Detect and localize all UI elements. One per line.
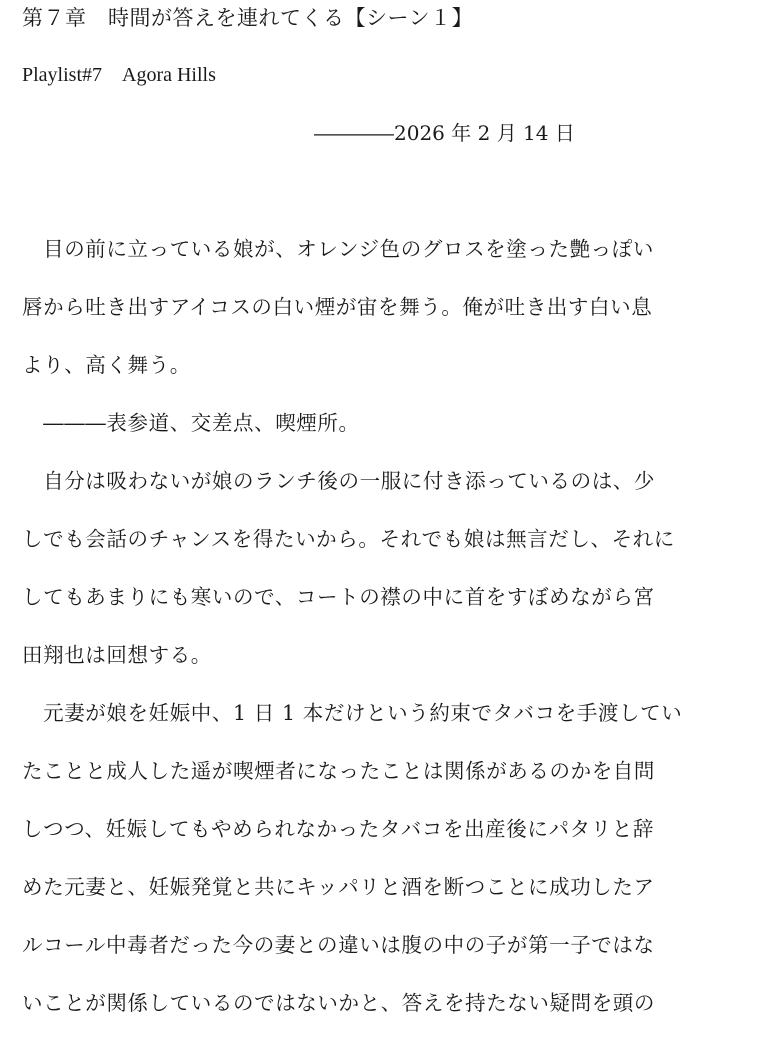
text-line: ―――表参道、交差点、喫煙所。 [22,411,360,435]
text-line: たことと成人した遥が喫煙者になったことは関係があるのかを自問 [22,759,655,783]
text-line: 目の前に立っている娘が、オレンジ色のグロスを塗った艶っぽい [22,237,654,261]
text-line: してもあまりにも寒いので、コートの襟の中に首をすぼめながら宮 [22,585,655,609]
chapter-title: 第７章 時間が答えを連れてくる【シーン１】 [22,6,474,30]
text-line: より、高く舞う。 [22,353,191,377]
text-line: 自分は吸わないが娘のランチ後の一服に付き添っているのは、少 [22,469,655,493]
text-line: しでも会話のチャンスを得たいから。それでも娘は無言だし、それに [22,527,675,551]
date-line: ――――2026 年 2 月 14 日 [314,121,575,145]
text-line: 唇から吐き出すアイコスの白い煙が宙を舞う。俺が吐き出す白い息 [22,295,653,319]
body-text [22,234,752,1046]
text-line: 田翔也は回想する。 [22,643,212,667]
text-line: いことが関係しているのではないかと、答えを持たない疑問を頭の [22,991,655,1015]
playlist-label: Playlist#7 Agora Hills [22,64,216,86]
text-line: ルコール中毒者だった今の妻との違いは腹の中の子が第一子ではな [22,933,655,957]
text-line: めた元妻と、妊娠発覚と共にキッパリと酒を断つことに成功したア [22,875,655,899]
text-line: 元妻が娘を妊娠中、1 日 1 本だけという約束でタバコを手渡してい [22,701,683,725]
text-line: しつつ、妊娠してもやめられなかったタバコを出産後にパタリと辞 [22,817,654,841]
